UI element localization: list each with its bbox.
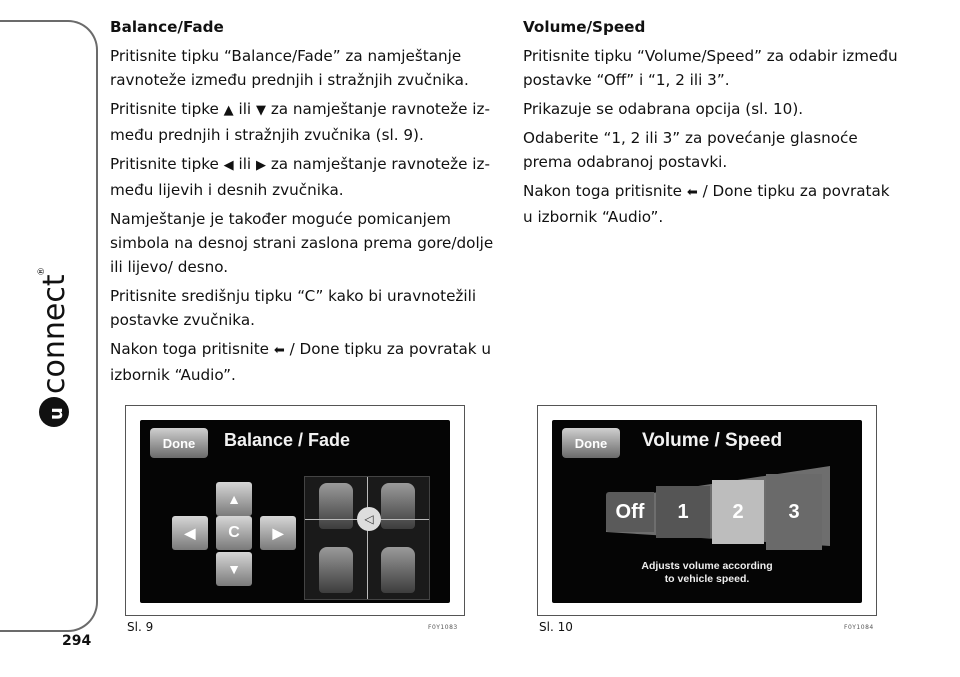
down-arrow-icon: ▼ (255, 103, 266, 118)
balance-left-button[interactable]: ◀ (172, 516, 208, 550)
up-arrow-icon: ▲ (223, 103, 234, 118)
paragraph: Nakon toga pritisnite ⬅ / Done tipku za povratak u izbornik “Audio”. (523, 182, 890, 226)
seat-front-right (381, 483, 415, 529)
crosshair-vertical (367, 477, 368, 599)
screen-title: Volume / Speed (642, 430, 783, 451)
seat-rear-left (319, 547, 353, 593)
figure-caption: Sl. 9 (127, 620, 154, 634)
option-band (606, 482, 826, 542)
done-button[interactable]: Done (562, 428, 620, 458)
speaker-icon[interactable]: ◁ (357, 507, 381, 531)
back-arrow-icon: ⬅ (686, 185, 698, 200)
volume-speed-screen (552, 420, 862, 603)
seat-diagram[interactable] (304, 476, 430, 600)
paragraph: Nakon toga pritisnite ⬅ / Done tipku za povratak u izbornik “Audio”. (110, 340, 492, 384)
option-1[interactable]: 1 (656, 486, 710, 538)
figure-balance-fade (125, 405, 465, 616)
paragraph: Odaberite “1, 2 ili 3” za povećanje glasnoće prema odabranoj postavki. (523, 129, 858, 171)
svg-text:connect: connect (37, 274, 72, 394)
paragraph: Pritisnite tipke ◀ ili ▶ za namještanje ravnoteže između lijevih i desnih zvučnika. (110, 155, 490, 199)
side-tab (0, 20, 98, 632)
paragraph: Pritisnite tipku “Volume/Speed” za odabir između postavke “Off” i “1, 2 ili 3”. (523, 47, 898, 89)
figure-volume-speed (537, 405, 877, 616)
balance-right-button[interactable]: ▶ (260, 516, 296, 550)
fade-up-button[interactable]: ▲ (216, 482, 252, 516)
option-2-selected[interactable]: 2 (712, 480, 764, 544)
figure-caption: Sl. 10 (539, 620, 573, 634)
section-heading-volume-speed: Volume/Speed (523, 18, 646, 36)
balance-fade-screen (140, 420, 450, 603)
page-number: 294 (62, 633, 92, 649)
paragraph: Pritisnite središnju tipku “C” kako bi uravnotežili postavke zvučnika. (110, 287, 477, 329)
paragraph: Pritisnite tipku “Balance/Fade” za namještanje ravnoteže između prednjih i stražnjih zvučnika. (110, 47, 469, 89)
back-arrow-icon: ⬅ (273, 343, 285, 358)
done-button[interactable]: Done (150, 428, 208, 458)
uconnect-logo (24, 254, 76, 434)
right-column (523, 16, 903, 234)
svg-text:®: ® (37, 267, 47, 276)
paragraph: Namještanje je također moguće pomicanjem simbola na desnoj strani zaslona prema gore/dolje ili lijevo/ desno. (110, 210, 494, 276)
seat-front-left (319, 483, 353, 529)
screen-title: Balance / Fade (224, 430, 351, 450)
fade-down-button[interactable]: ▼ (216, 552, 252, 586)
paragraph: Prikazuje se odabrana opcija (sl. 10). (523, 100, 804, 118)
right-arrow-icon: ▶ (255, 158, 266, 173)
center-button[interactable]: C (216, 516, 252, 550)
figure-code: F0Y1084 (844, 624, 874, 631)
left-arrow-icon: ◀ (223, 158, 234, 173)
seat-rear-right (381, 547, 415, 593)
section-heading-balance-fade: Balance/Fade (110, 18, 224, 36)
option-off[interactable]: Off (606, 492, 654, 532)
left-column (110, 16, 495, 392)
figure-code: F0Y1083 (428, 624, 458, 631)
option-3[interactable]: 3 (766, 474, 822, 550)
svg-text:u: u (46, 407, 67, 420)
screen-note: Adjusts volume according to vehicle speed. (641, 560, 773, 585)
paragraph: Pritisnite tipke ▲ ili ▼ za namještanje ravnoteže između prednjih i stražnjih zvučnika (sl. 9). (110, 100, 490, 144)
